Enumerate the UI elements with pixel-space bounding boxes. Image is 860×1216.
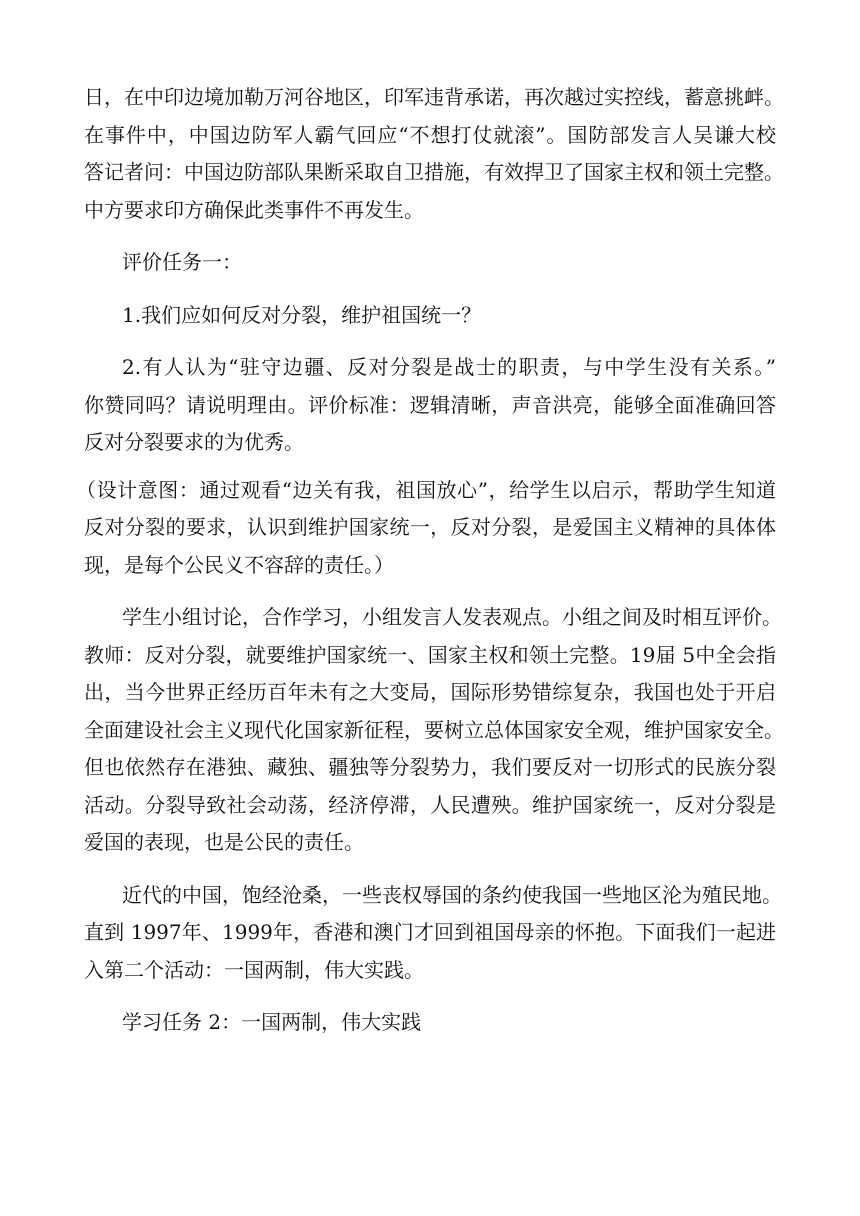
text-line: 入第二个活动：一国两制，伟大实践。 [84, 957, 424, 982]
text-line: 近代的中国，饱经沧桑，一些丧权辱国的条约使我国一些地区沦为殖民地。 [122, 882, 782, 907]
paragraph-evaluation-task-heading [84, 244, 776, 282]
paragraph-learning-task-2 [84, 1004, 776, 1042]
paragraph-question-2 [84, 349, 776, 462]
text-line: （设计意图：通过观看“边关有我，祖国放心”，给学生以启示，帮助学生知道 [76, 477, 776, 502]
text-line: 答记者问：中国边防部队果断采取自卫措施，有效捍卫了国家主权和领土完整。 [84, 160, 784, 184]
paragraph-modern-china [84, 877, 782, 990]
text-line: 在事件中，中国边防军人霸气回应“不想打仗就滚”。国防部发言人吴谦大校 [84, 122, 776, 147]
text-line: 评价任务一： [122, 250, 242, 274]
text-line: 出，当今世界正经历百年未有之大变局，国际形势错综复杂，我国也处于开启 [84, 680, 776, 704]
text-line: 你赞同吗？请说明理由。评价标准：逻辑清晰，声音洪亮，能够全面准确回答 [84, 392, 776, 417]
document-page [76, 79, 784, 1042]
text-line: 1.我们应如何反对分裂，维护祖国统一？ [122, 302, 482, 327]
text-line: 活动。分裂导致社会动荡，经济停滞，人民遭殃。维护国家统一，反对分裂是 [84, 792, 776, 817]
text-line: 反对分裂要求的为优秀。 [84, 430, 304, 454]
text-line: 但也依然存在港独、藏独、疆独等分裂势力，我们要反对一切形式的民族分裂 [84, 755, 776, 779]
text-line: 直到 1997年、1999年，香港和澳门才回到祖国母亲的怀抱。下面我们一起进 [84, 920, 776, 944]
paragraph-question-1 [84, 297, 776, 335]
text-line: 爱国的表现，也是公民的责任。 [84, 830, 364, 854]
text-line: 教师：反对分裂，就要维护国家统一、国家主权和领土完整。19届 5中全会指 [84, 642, 776, 667]
text-line: 学习任务 2：一国两制，伟大实践 [122, 1010, 422, 1034]
paragraph-group-discussion [84, 599, 784, 862]
text-line: 全面建设社会主义现代化国家新征程，要树立总体国家安全观，维护国家安全。 [84, 717, 784, 742]
text-line: 反对分裂的要求，认识到维护国家统一，反对分裂，是爱国主义精神的具体体 [84, 515, 776, 539]
text-line: 现，是每个公民义不容辞的责任。） [84, 552, 394, 577]
text-line: 日，在中印边境加勒万河谷地区，印军违背承诺，再次越过实控线，蓄意挑衅。 [84, 85, 784, 109]
paragraph-border-incident [84, 79, 784, 229]
text-line: 学生小组讨论，合作学习，小组发言人发表观点。小组之间及时相互评价。 [122, 605, 782, 629]
text-line: 中方要求印方确保此类事件不再发生。 [84, 197, 424, 222]
paragraph-design-intent [76, 472, 776, 585]
text-line: 2.有人认为“驻守边疆、反对分裂是战士的职责，与中学生没有关系。” [122, 355, 776, 379]
